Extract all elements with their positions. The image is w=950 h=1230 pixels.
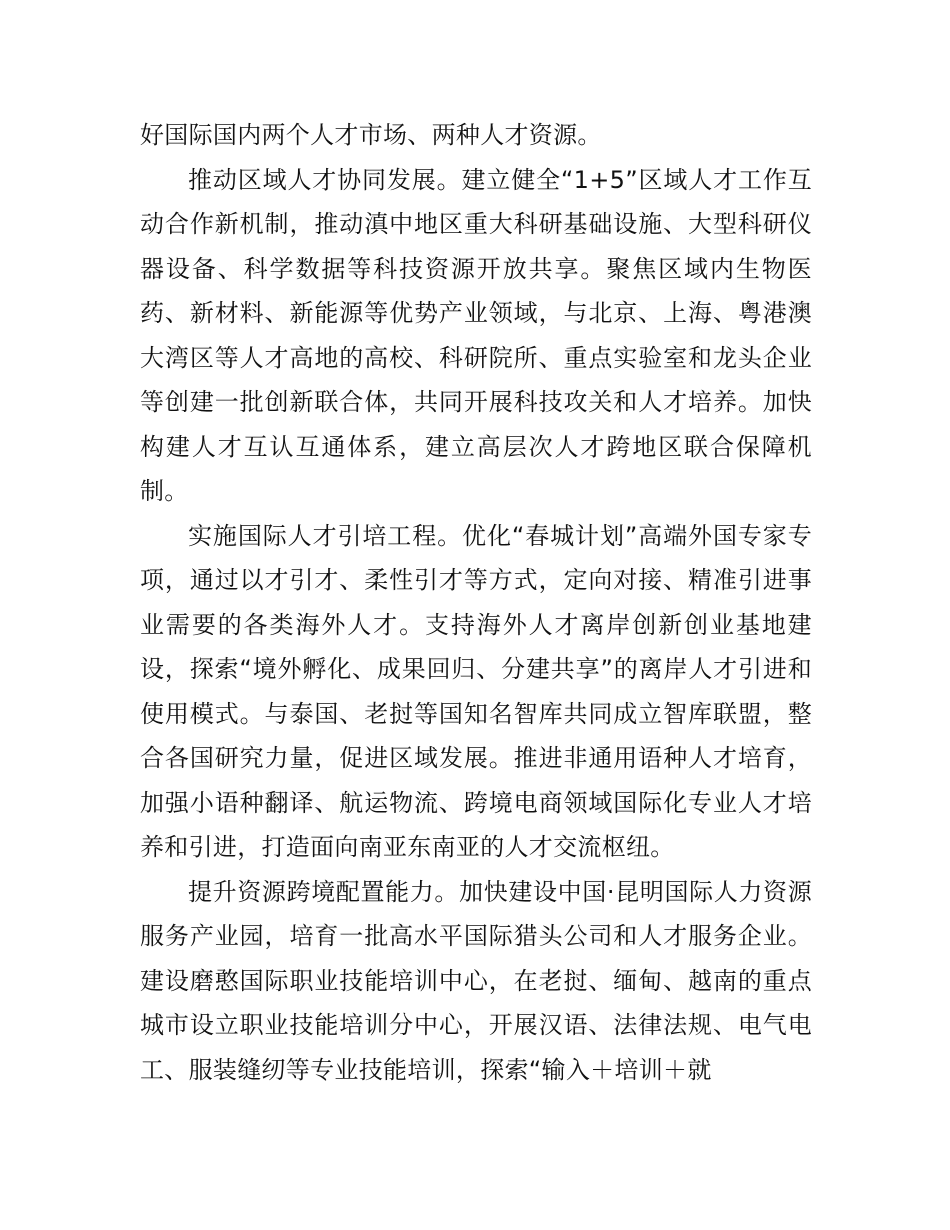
paragraph-continuation: 好国际国内两个人才市场、两种人才资源。 bbox=[140, 121, 602, 149]
document-body bbox=[140, 113, 812, 1092]
paragraph-regional-talent: 推动区域人才协同发展。建立健全“1+5”区域人才工作互动合作新机制，推动滇中地区重大科研基础设施、大型科研仪器设备、科学数据等科技资源开放共享。聚焦区域内生物医药、新材料、新能源等优势产业领域，与北京、上海、粤港澳大湾区等人才高地的高校、科研院所、重点实验室和龙头企业等创建一批创新联合体，共同开展科技攻关和人才培养。加快构建人才互认互通体系，建立高层次人才跨地区联合保障机制。 bbox=[140, 165, 812, 505]
paragraph-international-talent: 实施国际人才引培工程。优化“春城计划”高端外国专家专项，通过以才引才、柔性引才等方式，定向对接、精准引进事业需要的各类海外人才。支持海外人才离岸创新创业基地建设，探索“境外孵化、成果回归、分建共享”的离岸人才引进和使用模式。与泰国、老挝等国知名智库共同成立智库联盟，整合各国研究力量，促进区域发展。推进非通用语种人才培育，加强小语种翻译、航运物流、跨境电商领域国际化专业人才培养和引进，打造面向南亚东南亚的人才交流枢纽。 bbox=[140, 521, 812, 861]
paragraph-cross-border-resources: 提升资源跨境配置能力。加快建设中国·昆明国际人力资源服务产业园，培育一批高水平国际猎头公司和人才服务企业。建设磨憨国际职业技能培训中心，在老挝、缅甸、越南的重点城市设立职业技能培训分中心，开展汉语、法律法规、电气电工、服装缝纫等专业技能培训，探索“输入＋培训＋就 bbox=[140, 877, 812, 1084]
